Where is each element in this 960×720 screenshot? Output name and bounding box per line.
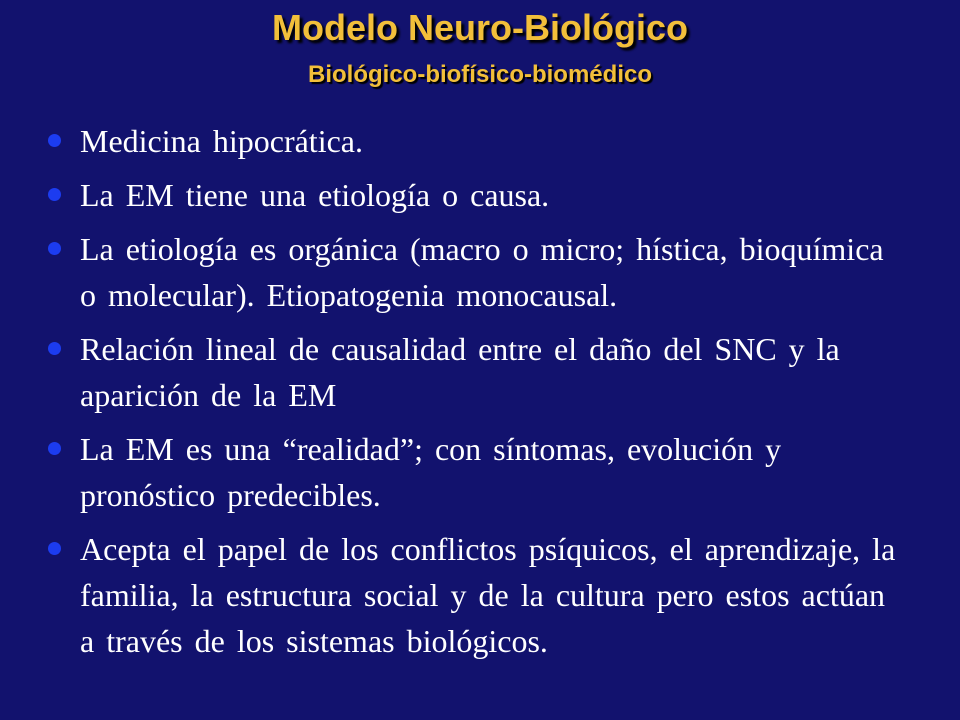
bullet-item [0, 226, 960, 318]
bullet-text: La etiología es orgánica (macro o micro; hística, bioquímica o molecular). Etiopatogenia monocausal. [80, 231, 884, 313]
bullet-item [0, 172, 960, 218]
bullet-dot-icon [48, 442, 61, 455]
bullet-item [0, 526, 960, 664]
bullet-text: Acepta el papel de los conflictos psíquicos, el aprendizaje, la familia, la estructura social y de la cultura pero estos actúan a través de los sistemas biológicos. [80, 531, 896, 659]
bullet-text: La EM es una “realidad”; con síntomas, evolución y pronóstico predecibles. [80, 431, 782, 513]
bullet-dot-icon [48, 342, 61, 355]
bullet-item [0, 426, 960, 518]
bullet-text: Relación lineal de causalidad entre el daño del SNC y la aparición de la EM [80, 331, 840, 413]
bullet-dot-icon [48, 542, 61, 555]
bullet-dot-icon [48, 188, 61, 201]
bullet-list [0, 118, 960, 672]
bullet-dot-icon [48, 242, 61, 255]
bullet-dot-icon [48, 134, 61, 147]
bullet-item [0, 326, 960, 418]
bullet-item [0, 118, 960, 164]
bullet-text: Medicina hipocrática. [80, 123, 363, 159]
bullet-text: La EM tiene una etiología o causa. [80, 177, 550, 213]
slide-title: Modelo Neuro-Biológico [272, 7, 688, 48]
slide-subtitle: Biológico-biofísico-biomédico [308, 61, 652, 88]
